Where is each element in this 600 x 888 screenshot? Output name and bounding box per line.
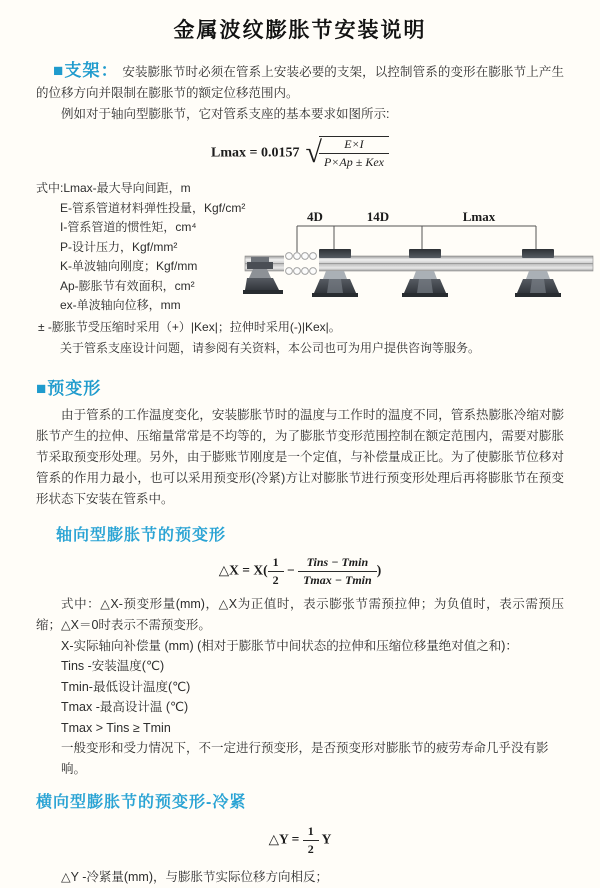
axial-definition-line: Tmin-最低设计温度(℃) xyxy=(61,679,191,694)
definition-line: E-管系管道材料弹性投量，Kgf/cm² xyxy=(60,200,246,215)
formula-rhs: ) xyxy=(376,562,382,578)
support-intro-paragraph xyxy=(36,60,564,104)
definition-line: K-单波轴向刚度；Kgf/mm xyxy=(60,259,198,273)
preform-section-heading: ■预变形 xyxy=(36,378,102,398)
fraction-denominator: P×Ap ± Kex xyxy=(323,155,384,169)
fraction-denominator: 2 xyxy=(272,572,279,587)
axial-definition-line: Tmax > Tins ≥ Tmin xyxy=(61,720,171,735)
preform-body-text: 由于管系的工作温度变化，安装膨胀节时的温度与工作时的温度不同，管系热膨胀冷缩对膨胀节产生的拉伸、压缩量常常是不均等的，为了膨胀节变形范围控制在额定范围内，需要对膨胀节采取预变形处理。另外，由于膨账节刚度是一个定值，与补偿量成正比。为了使膨胀节位移对管系的作用力最小，也可以采用预变形(冷紧)方让对膨胀节进行预变形处理后再将膨胀节在预变形状态下安装在管系中。 xyxy=(36,407,564,506)
definition-line: P-设计压力，Kgf/mm² xyxy=(60,239,178,254)
lateral-note: △Y -冷紧量(mm)，与膨胀节实际位移方向相反； xyxy=(61,870,329,884)
axial-definition-line: Tmax -最高设计温 (℃) xyxy=(61,700,189,714)
axial-definition-line: Tins -安装温度(℃) xyxy=(61,659,165,673)
service-note: 关于管系支座设计问题，请参阅有关资料，本公司也可为用户提供咨询等服务。 xyxy=(60,340,481,355)
support-section-heading: ■支架： xyxy=(53,61,119,80)
one-half-fraction xyxy=(268,555,284,588)
fraction-numerator: 1 xyxy=(268,555,284,572)
lmax-formula xyxy=(36,136,564,170)
dimension-label-lmax: Lmax xyxy=(462,209,496,224)
formula-lhs: △Y = xyxy=(268,831,300,847)
definition-line: 式中:Lmax-最大导向间距，m xyxy=(36,181,191,195)
page-title: 金属波纹膨胀节安装说明 xyxy=(173,19,427,42)
fraction-denominator: Tmax − Tmin xyxy=(303,572,372,587)
dimension-label-14d: 14D xyxy=(366,209,390,224)
minus-sign: − xyxy=(287,562,295,578)
formula-fraction xyxy=(319,136,389,170)
axial-definition-line: X-实际轴向补偿量 (mm) (相对于膨胀节中间状态的拉伸和压缩位移量绝对值之和)： xyxy=(61,638,518,653)
definition-line: ex-单波轴向位移，mm xyxy=(60,298,181,312)
definition-line: Ap-膨胀节有效面积，cm² xyxy=(60,278,195,293)
support-intro-text: 安装膨胀节时必须在管系上安装必要的支架，以控制管系的变形在膨胀节上产生的位移方向并限制在膨胀节的额定位移范围内。 xyxy=(36,65,564,100)
fraction-numerator: 1 xyxy=(303,824,319,841)
support-spacing-diagram xyxy=(243,206,595,306)
axial-preform-formula xyxy=(36,555,564,588)
formula-rhs: Y xyxy=(321,831,332,847)
definition-line: I-管系管道的惯性矩，cm⁴ xyxy=(60,220,197,234)
fraction-numerator: E×I xyxy=(319,137,389,154)
formula-definitions xyxy=(36,179,564,316)
axial-formula-desc: 式中：△X-预变形量(mm)，△X为正值时，表示膨张节需预拉伸；为负值时，表示需预压缩；△X＝0时表示不需预变形。 xyxy=(36,596,564,632)
axial-preform-heading: 轴向型膨胀节的预变形 xyxy=(56,526,227,544)
formula-lhs: Lmax = 0.0157 xyxy=(211,145,300,161)
one-half-fraction xyxy=(303,824,319,857)
temperature-fraction xyxy=(298,555,377,588)
dimension-label-4d: 4D xyxy=(307,209,323,224)
lateral-preform-formula xyxy=(36,824,564,857)
support-example-text: 例如对于轴向型膨胀节，它对管系支座的基本要求如图所示: xyxy=(61,107,390,121)
fraction-numerator: Tins − Tmin xyxy=(298,555,377,572)
bellows xyxy=(284,253,319,275)
lateral-preform-heading: 横向型膨胀节的预变形-冷紧 xyxy=(36,794,247,811)
plus-minus-note: ± -膨胀节受压缩时采用（+）|Kex|；拉伸时采用(-)|Kex|。 xyxy=(38,319,341,334)
fraction-denominator: 2 xyxy=(307,842,314,856)
formula-lhs: △X = X( xyxy=(218,562,268,578)
axial-definition-line: 一般变形和受力情况下，不一定进行预变形，是否预变形对膨胀节的疲劳寿命几乎没有影响。 xyxy=(61,741,549,776)
radical-sign: √ xyxy=(305,136,322,169)
